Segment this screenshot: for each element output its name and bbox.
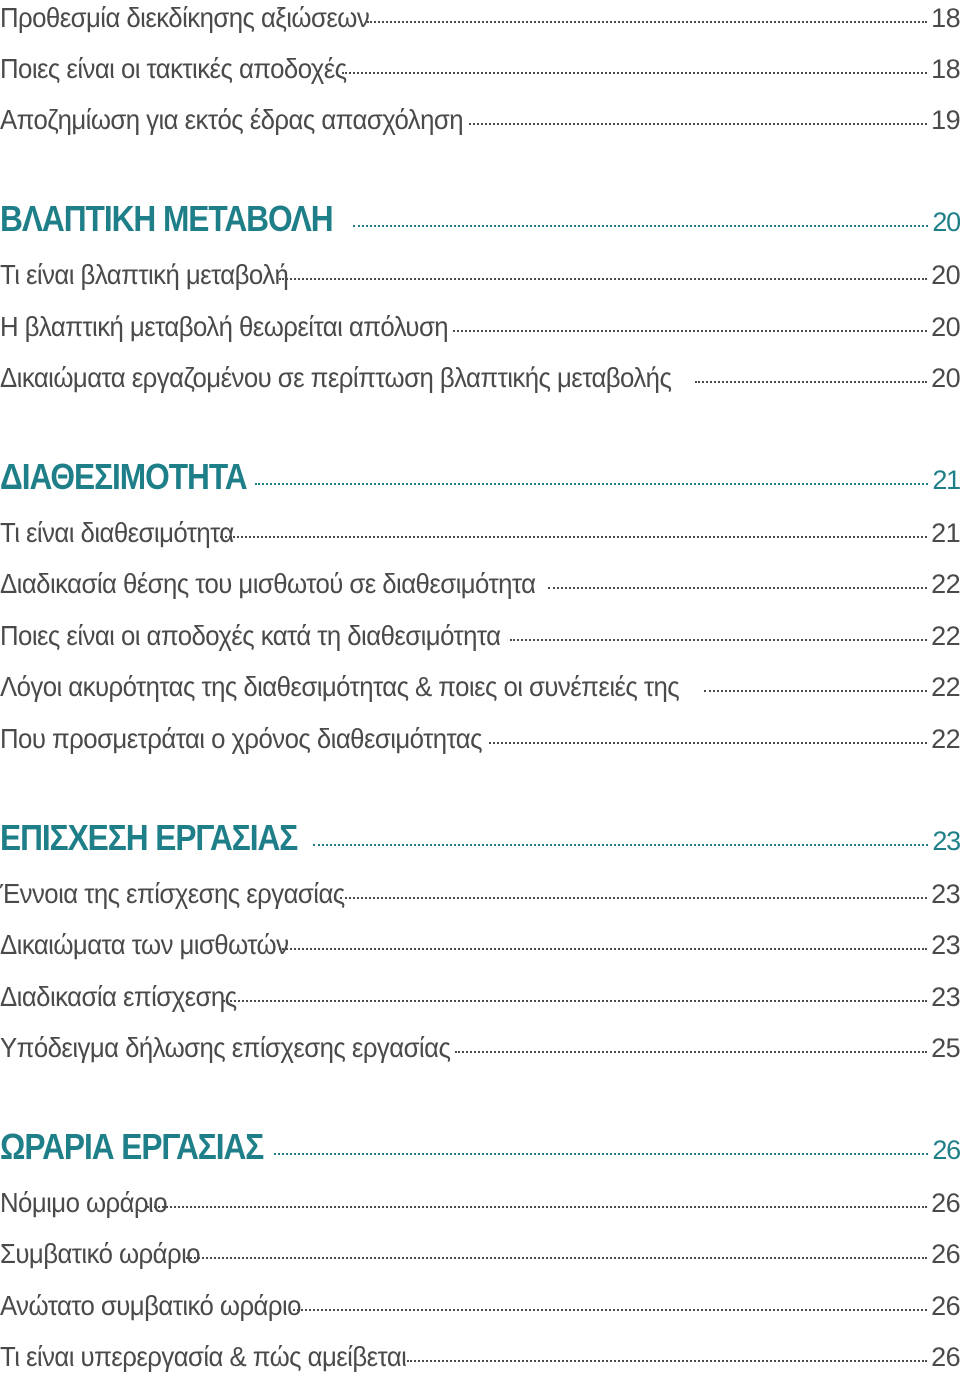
- toc-page-number: 26: [931, 1342, 960, 1372]
- toc-page-number: 22: [931, 724, 960, 754]
- toc-entry: [0, 259, 960, 291]
- dot-leader: [255, 483, 928, 485]
- toc-page-number: 26: [931, 1239, 960, 1269]
- toc-page-number: 23: [931, 930, 960, 960]
- toc-page-number: 20: [931, 260, 960, 290]
- dot-leader: [469, 123, 927, 125]
- dot-leader: [455, 1051, 927, 1053]
- toc-page-number: 18: [931, 3, 960, 33]
- dot-leader: [342, 72, 927, 74]
- dot-leader: [695, 381, 927, 383]
- toc-section-label: ΔΙΑΘΕΣΙΜΟΤΗΤΑ: [0, 456, 247, 497]
- toc-page-number: 21: [932, 465, 960, 495]
- toc-entry-label: Ποιες είναι οι αποδοχές κατά τη διαθεσιμότητα: [0, 620, 501, 651]
- toc-page-number: 22: [931, 621, 960, 651]
- toc-entry-label: Έννοια της επίσχεσης εργασίας: [0, 878, 345, 909]
- toc-section-label: ΒΛΑΠΤΙΚΗ ΜΕΤΑΒΟΛΗ: [0, 198, 333, 239]
- toc-page-number: 26: [932, 1135, 960, 1165]
- toc-entry: [0, 1032, 960, 1064]
- toc-page-number: 18: [931, 54, 960, 84]
- toc-entry-label: Διαδικασία επίσχεσης: [0, 981, 237, 1012]
- toc-page-number: 20: [931, 363, 960, 393]
- toc-page-number: 21: [931, 518, 960, 548]
- toc-entry: [0, 568, 960, 600]
- toc-section-label: ΩΡΑΡΙΑ ΕΡΓΑΣΙΑΣ: [0, 1126, 264, 1167]
- toc-entry: [0, 929, 960, 961]
- toc-entry: [0, 723, 960, 755]
- dot-leader: [147, 1206, 927, 1208]
- toc-entry: [0, 671, 960, 703]
- dot-leader: [510, 639, 928, 641]
- toc-entry: [0, 1238, 960, 1270]
- toc-page-number: 20: [932, 207, 960, 237]
- toc-entry-label: Υπόδειγμα δήλωσης επίσχεσης εργασίας: [0, 1032, 451, 1063]
- toc-entry: [0, 1290, 960, 1322]
- toc-entry-label: Συμβατικό ωράριο: [0, 1238, 201, 1269]
- dot-leader: [407, 1360, 927, 1362]
- toc-entry-label: Δικαιώματα των μισθωτών: [0, 929, 289, 960]
- toc-entry-label: Νόμιμο ωράριο: [0, 1187, 168, 1218]
- toc-entry-label: Τι είναι υπερεργασία & πώς αμείβεται: [0, 1341, 407, 1372]
- dot-leader: [220, 536, 927, 538]
- toc-entry: [0, 620, 960, 652]
- toc-page-number: 23: [931, 879, 960, 909]
- toc-section-heading: [0, 456, 960, 498]
- toc-page-number: 26: [931, 1188, 960, 1218]
- toc-page-number: 25: [931, 1033, 960, 1063]
- toc-page-number: 23: [932, 826, 960, 856]
- toc-page-number: 19: [931, 105, 960, 135]
- toc-section-label: ΕΠΙΣΧΕΣΗ ΕΡΓΑΣΙΑΣ: [0, 817, 298, 858]
- toc-entry-label: Ποιες είναι οι τακτικές αποδοχές: [0, 53, 347, 84]
- toc-entry-label: Προθεσμία διεκδίκησης αξιώσεων: [0, 2, 370, 33]
- dot-leader: [274, 1153, 928, 1155]
- dot-leader: [183, 1257, 927, 1259]
- toc-entry-label: Τι είναι διαθεσιμότητα: [0, 517, 234, 548]
- toc-page-number: 23: [931, 982, 960, 1012]
- dot-leader: [293, 1309, 927, 1311]
- dot-leader: [313, 844, 928, 846]
- dot-leader: [453, 330, 928, 332]
- dot-leader: [279, 948, 927, 950]
- toc-entry: [0, 362, 960, 394]
- toc-entry: [0, 104, 960, 136]
- toc-entry: [0, 311, 960, 343]
- toc-entry-label: Αποζημίωση για εκτός έδρας απασχόληση: [0, 104, 464, 135]
- toc-entry-label: Ανώτατο συμβατικό ωράριο: [0, 1290, 301, 1321]
- dot-leader: [279, 278, 927, 280]
- dot-leader: [704, 690, 927, 692]
- toc-entry-label: Η βλαπτική μεταβολή θεωρείται απόλυση: [0, 311, 449, 342]
- toc-page-number: 26: [931, 1291, 960, 1321]
- dot-leader: [367, 21, 927, 23]
- toc-entry: [0, 2, 960, 34]
- toc-entry-label: Λόγοι ακυρότητας της διαθεσιμότητας & ποιες οι συνέπειές της: [0, 671, 680, 702]
- toc-entry: [0, 517, 960, 549]
- toc-section-heading: [0, 1126, 960, 1168]
- toc-entry: [0, 1341, 960, 1373]
- toc-entry-label: Διαδικασία θέσης του μισθωτού σε διαθεσιμότητα: [0, 568, 536, 599]
- toc-page-number: 22: [931, 672, 960, 702]
- toc-section-heading: [0, 817, 960, 859]
- toc-entry: [0, 981, 960, 1013]
- toc-entry-label: Δικαιώματα εργαζομένου σε περίπτωση βλαπτικής μεταβολής: [0, 362, 672, 393]
- dot-leader: [548, 587, 928, 589]
- toc-entry: [0, 1187, 960, 1219]
- toc-entry-label: Που προσμετράται ο χρόνος διαθεσιμότητας: [0, 723, 482, 754]
- dot-leader: [223, 1000, 927, 1002]
- toc-entry: [0, 878, 960, 910]
- dot-leader: [340, 897, 927, 899]
- toc-entry-label: Τι είναι βλαπτική μεταβολή: [0, 259, 289, 290]
- toc-section-heading: [0, 198, 960, 240]
- toc-page-number: 20: [931, 312, 960, 342]
- toc-entry: [0, 53, 960, 85]
- toc-page-number: 22: [931, 569, 960, 599]
- dot-leader: [489, 742, 927, 744]
- dot-leader: [353, 225, 928, 227]
